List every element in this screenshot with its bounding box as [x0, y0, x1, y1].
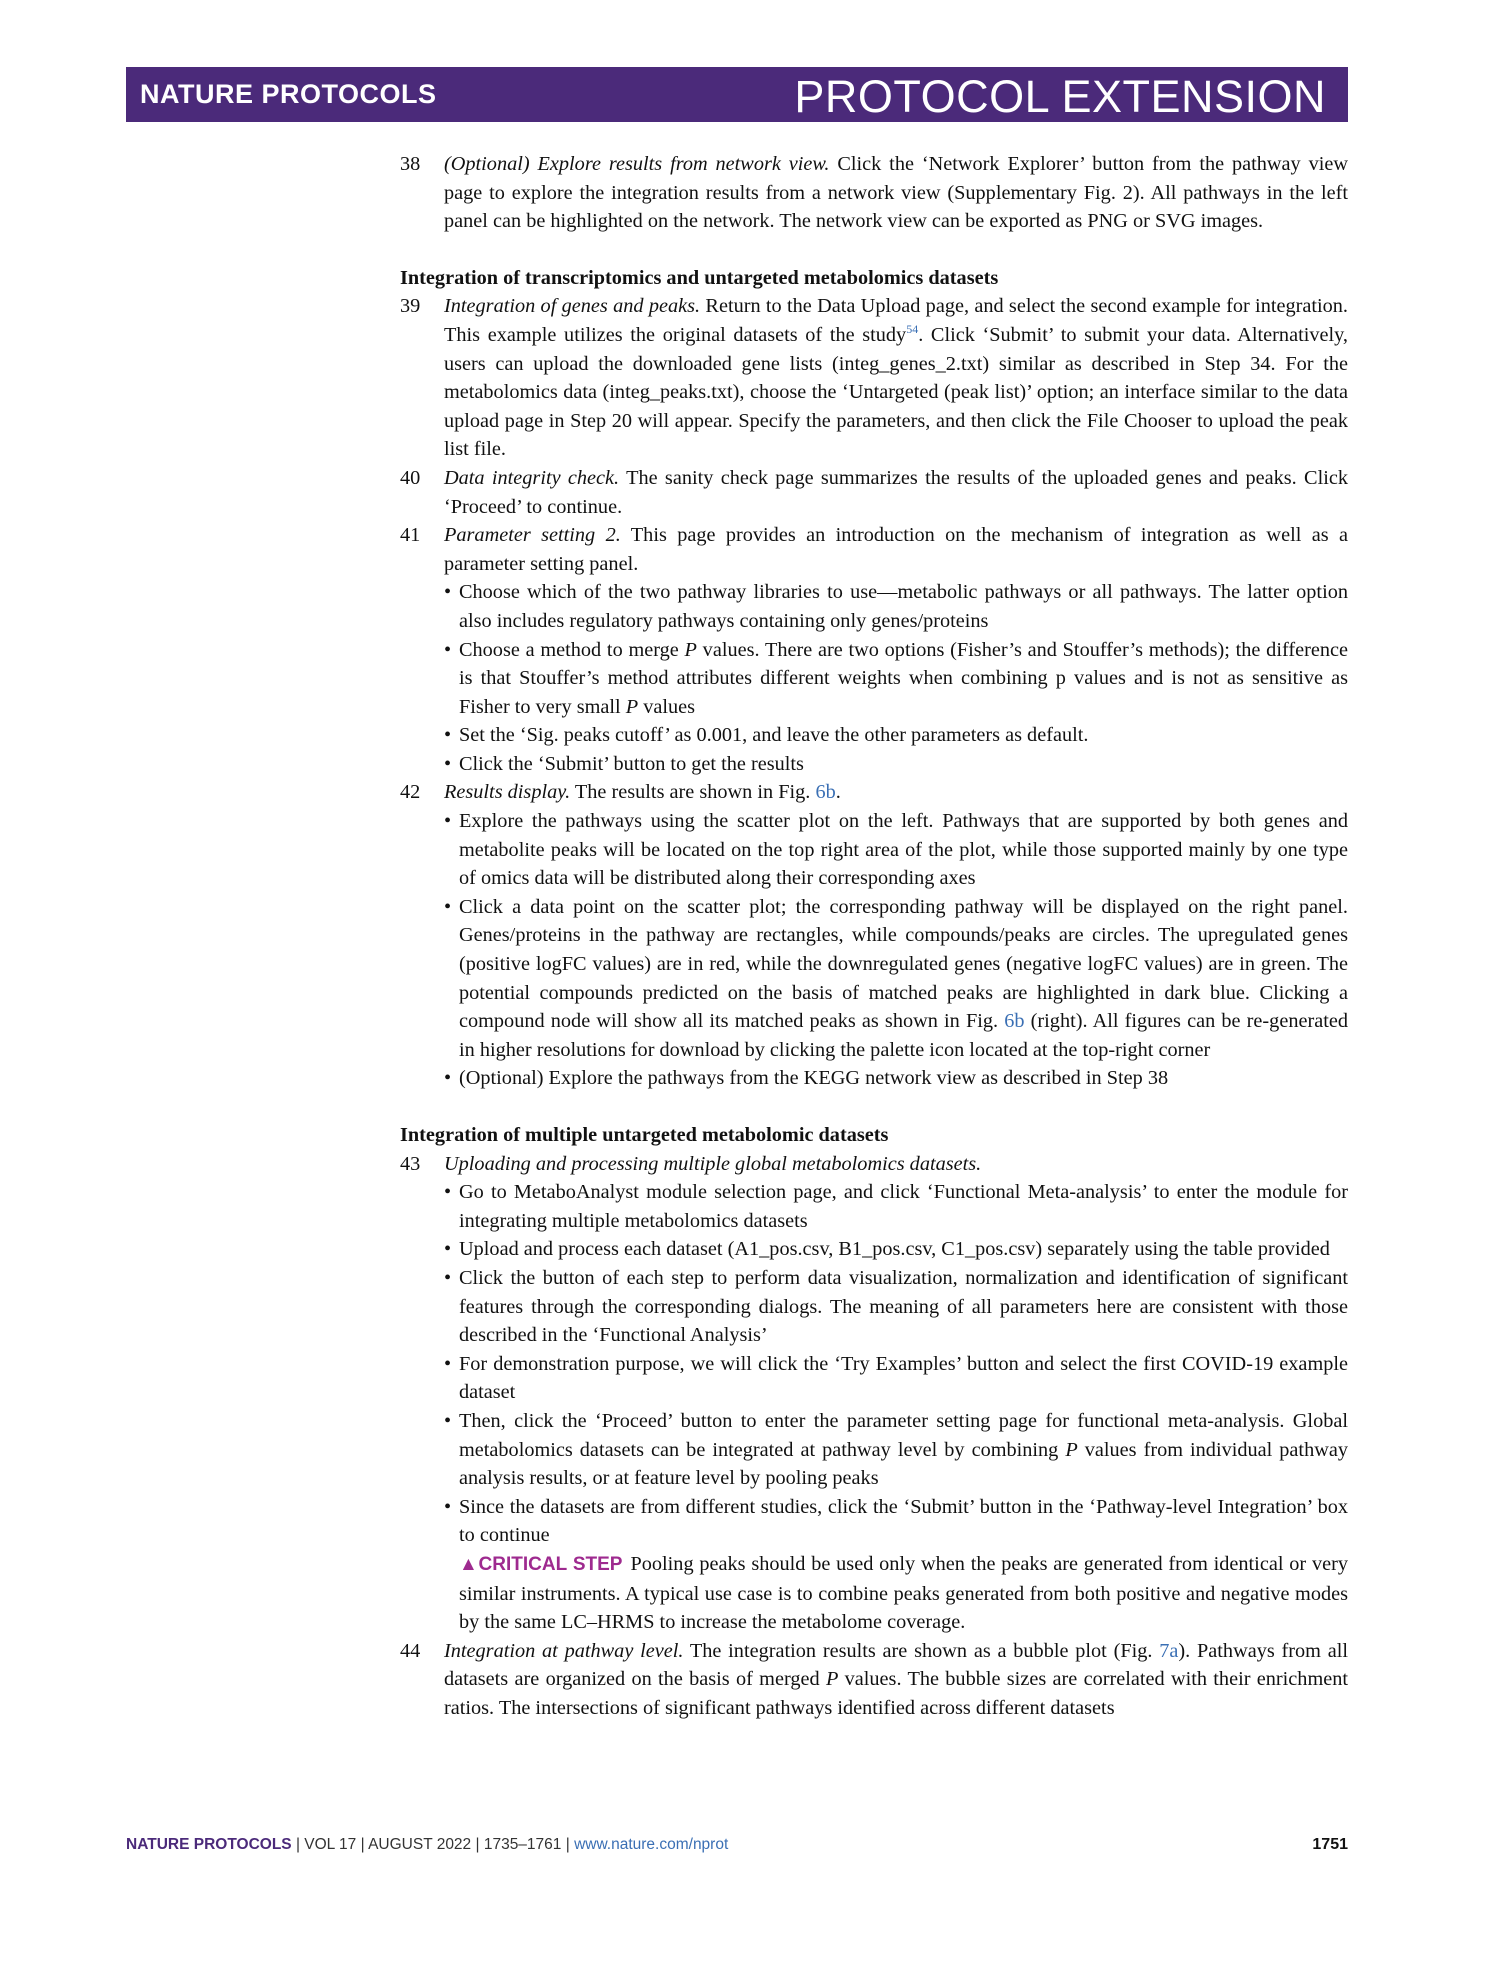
main-content: [400, 150, 1348, 1722]
bullet-icon: •: [444, 1352, 452, 1375]
bullet-icon: •: [444, 1495, 452, 1518]
list-item: • Go to MetaboAnalyst module selection page, and click ‘Functional Meta-analysis’ to enter the module for integrating multiple metabolomics datasets: [444, 1178, 1348, 1235]
step-number: 40: [400, 466, 421, 489]
list-item: • Explore the pathways using the scatter plot on the left. Pathways that are supported by both genes and metabolite peaks will be located on the top right area of the plot, while those supported mainly by one type of omics data will be distributed along their corresponding axes: [444, 807, 1348, 893]
list-item: • Choose a method to merge P values. There are two options (Fisher’s and Stouffer’s methods); the difference is that Stouffer’s method attributes different weights when combining p values and is not as sensitive as Fisher to very small P values: [444, 636, 1348, 722]
step-title: Parameter setting 2.: [444, 524, 621, 547]
footer-url-link[interactable]: www.nature.com/nprot: [574, 1836, 729, 1853]
figure-link[interactable]: 6b: [1004, 1010, 1025, 1033]
figure-link[interactable]: 7a: [1159, 1639, 1179, 1662]
article-type: PROTOCOL EXTENSION: [794, 71, 1326, 122]
bullet-icon: •: [444, 1266, 452, 1289]
bullet-icon: •: [444, 895, 452, 918]
journal-name: NATURE PROTOCOLS: [140, 79, 437, 109]
reference-link[interactable]: 54: [906, 322, 919, 337]
bullet-icon: •: [444, 810, 452, 833]
bullet-icon: •: [444, 1409, 452, 1432]
footer-journal: NATURE PROTOCOLS: [126, 1836, 292, 1853]
step-text: . Click ‘Submit’ to submit your data. Alternatively, users can upload the downloaded gene lists (integ_genes_2.txt) similar as described in Step 34. For the metabolomics data (integ_peaks.txt), choose the ‘Untargeted (peak list)’ option; an interface similar to the data upload page in Step 20 will appear. Specify the parameters, and then click the File Chooser to upload the peak list file.: [444, 323, 1349, 461]
step-title: Results display.: [444, 781, 571, 804]
critical-step-label: ▲CRITICAL STEP: [459, 1553, 623, 1575]
step-number: 38: [400, 153, 421, 175]
step-42: 42 Results display. The results are shown in Fig. 6b. • Explore the pathways using the scatter plot on the left. Pathways that are supported by both genes and metabolite peaks will be located on the top right area of the plot, while those supported mainly by one type of omics data will be distributed along their corresponding axes • Click a data point on the scatter plot; the corresponding pathway will be displayed on the right panel. Genes/proteins in the pathway are rectangles, while compounds/peaks are circles. The upregulated genes (positive logFC values) are in red, while the downregulated genes (negative logFC values) are in green. The potential compounds predicted on the basis of matched peaks are highlighted in dark blue. Clicking a compound node will show all its matched peaks as shown in Fig. 6b (right). All figures can be re-generated in higher resolutions for download by clicking the palette icon located at the top-right corner • (Optional) Explore the pathways from the KEGG network view as described in Step 38: [400, 778, 1348, 1093]
footer-pages: 1735–1761: [483, 1836, 562, 1853]
step-38: [400, 150, 1348, 236]
footer-volume: VOL 17: [304, 1836, 357, 1853]
step-40: [400, 464, 1348, 521]
list-item: • Click the ‘Submit’ button to get the results: [444, 750, 1348, 779]
list-item: • Click a data point on the scatter plot; the corresponding pathway will be displayed on the right panel. Genes/proteins in the pathway are rectangles, while compounds/peaks are circles. The upregulated genes (positive logFC values) are in red, while the downregulated genes (negative logFC values) are in green. The potential compounds predicted on the basis of matched peaks are highlighted in dark blue. Clicking a compound node will show all its matched peaks as shown in Fig. 6b (right). All figures can be re-generated in higher resolutions for download by clicking the palette icon located at the top-right corner: [444, 893, 1348, 1065]
step-text: The sanity check page summarizes the results of the uploaded genes and peaks. Click ‘Proceed’ to continue.: [444, 466, 1348, 518]
step-number: 43: [400, 1152, 421, 1175]
step-title: Data integrity check.: [444, 466, 620, 489]
list-item: • Set the ‘Sig. peaks cutoff’ as 0.001, and leave the other parameters as default.: [444, 721, 1348, 750]
bullet-icon: •: [444, 1238, 452, 1261]
step-43: [400, 1150, 1348, 1637]
page-number: 1751: [1312, 1836, 1348, 1853]
list-item: • Upload and process each dataset (A1_pos.csv, B1_pos.csv, C1_pos.csv) separately using the table provided: [444, 1235, 1348, 1264]
step-41: [400, 521, 1348, 778]
bullet-icon: •: [444, 752, 452, 775]
list-item: • For demonstration purpose, we will click the ‘Try Examples’ button and select the first COVID-19 example dataset: [444, 1350, 1348, 1407]
footer-date: AUGUST 2022: [368, 1836, 472, 1853]
critical-step-note: ▲CRITICAL STEP Pooling peaks should be used only when the peaks are generated from identical or very similar instruments. A typical use case is to combine peaks generated from both positive and negative modes by the same LC–HRMS to increase the metabolome coverage.: [459, 1552, 1348, 1634]
section-heading-transcriptomics: Integration of transcriptomics and untargeted metabolomics datasets: [400, 266, 999, 289]
step-text: The results are shown in Fig.: [570, 781, 816, 804]
step-text: Click the ‘Network Explorer’ button from the pathway view page to explore the integration results from a network view (Supplementary Fig. 2). All pathways in the left panel can be highlighted on the network. The network view can be exported as PNG or SVG images.: [444, 153, 1348, 233]
step-44: 44 Integration at pathway level. The integration results are shown as a bubble plot (Fig. 7a). Pathways from all datasets are organized on the basis of merged P values. The bubble sizes are correlated with their enrichment ratios. The intersections of significant pathways identified across different datasets: [400, 1637, 1348, 1723]
section-heading-metabolomic: Integration of multiple untargeted metabolomic datasets: [400, 1124, 889, 1146]
figure-link[interactable]: 6b: [815, 781, 836, 804]
step-title: Integration at pathway level.: [444, 1639, 684, 1662]
page-footer: NATURE PROTOCOLS | VOL 17 | AUGUST 2022 | 1735–1761 | www.nature.com/nprot 1751: [126, 1836, 1348, 1853]
step-number: 42: [400, 781, 421, 804]
step-text: Return to the Data Upload page, and select the second example for integration. This example utilizes the original datasets of the study: [444, 295, 1348, 346]
bullet-icon: •: [444, 1067, 452, 1090]
bullet-icon: •: [444, 1181, 452, 1204]
step-text: This page provides an introduction on the mechanism of integration as well as a parameter setting panel.: [444, 524, 1348, 575]
list-item: • Then, click the ‘Proceed’ button to enter the parameter setting page for functional meta-analysis. Global metabolomics datasets can be integrated at pathway level by combining P values from individual pathway analysis results, or at feature level by pooling peaks: [444, 1407, 1348, 1493]
step-number: 44: [400, 1639, 421, 1662]
step-title: (Optional) Explore results from network view.: [444, 153, 830, 175]
list-item: • Click the button of each step to perform data visualization, normalization and identification of significant features through the corresponding dialogs. The meaning of all parameters here are consistent with those described in the ‘Functional Analysis’: [444, 1264, 1348, 1350]
step-number: 41: [400, 524, 421, 547]
list-item: • Since the datasets are from different studies, click the ‘Submit’ button in the ‘Pathway-level Integration’ box to continue: [444, 1493, 1348, 1550]
bullet-icon: •: [444, 724, 452, 747]
header-banner: [126, 67, 1348, 122]
list-item: • (Optional) Explore the pathways from the KEGG network view as described in Step 38: [444, 1064, 1348, 1093]
step-title: Uploading and processing multiple global metabolomics datasets.: [444, 1152, 982, 1175]
step-39: [400, 292, 1348, 464]
list-item: • Choose which of the two pathway libraries to use—metabolic pathways or all pathways. The latter option also includes regulatory pathways containing only genes/proteins: [444, 578, 1348, 635]
bullet-icon: •: [444, 581, 452, 604]
step-title: Integration of genes and peaks.: [444, 295, 701, 318]
step-number: 39: [400, 295, 421, 318]
bullet-icon: •: [444, 638, 452, 661]
